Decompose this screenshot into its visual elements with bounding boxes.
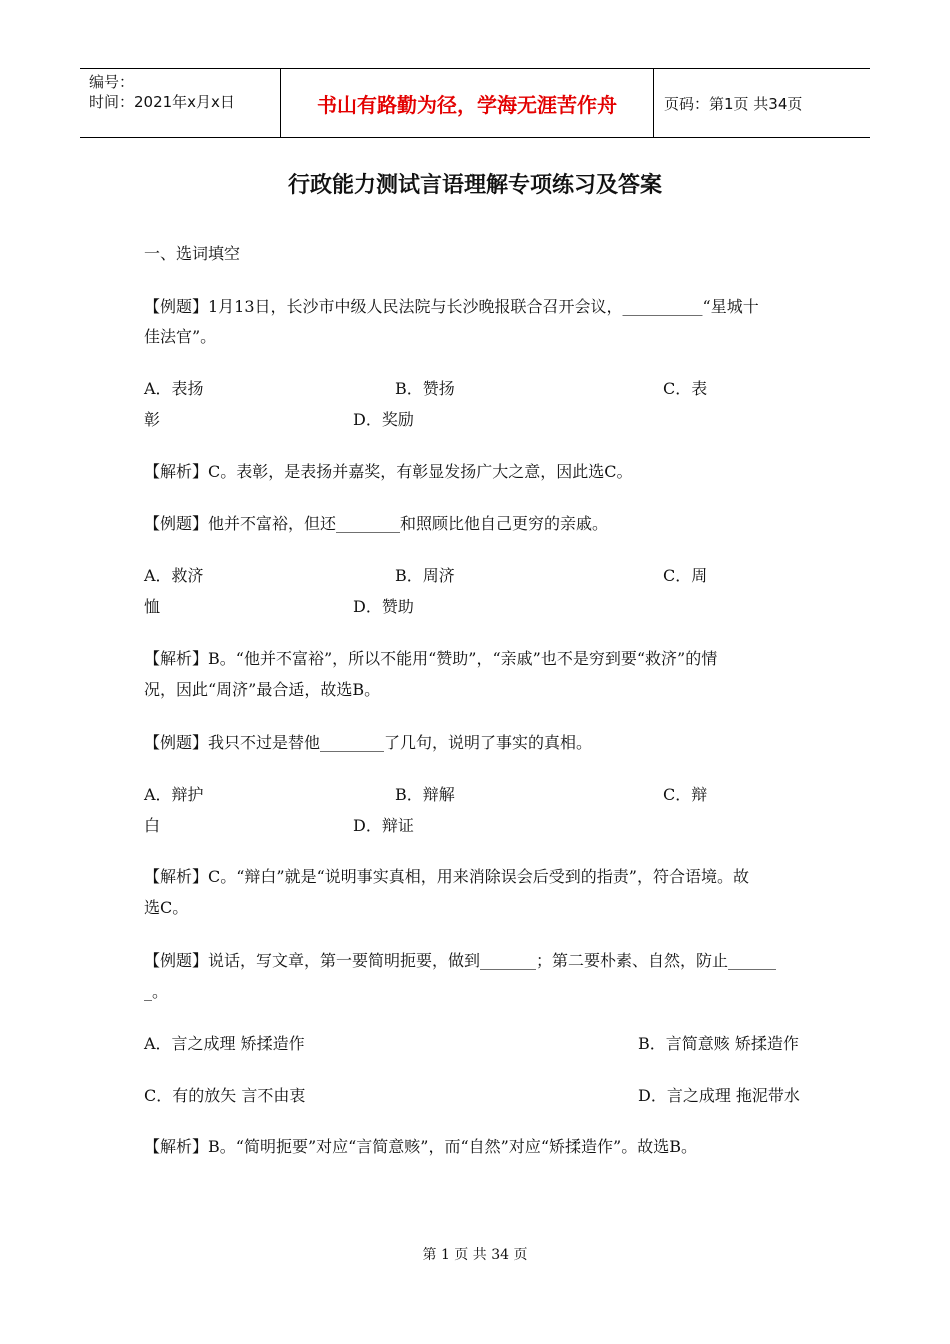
q3-option-c-cont: 白: [144, 816, 161, 835]
q2-option-b: B．周济: [395, 566, 455, 585]
q3-option-c: C．辩: [663, 785, 708, 804]
header-motto-cell: [281, 69, 654, 137]
page-info: 页码：第1页 共34页: [664, 94, 803, 113]
q2-analysis-line1: 【解析】B。“他并不富裕”，所以不能用“赞助”，“亲戚”也不是穷到要“救济”的情: [144, 649, 718, 668]
q2-stem: 【例题】他并不富裕，但还________和照顾比他自己更穷的亲戚。: [144, 514, 609, 533]
q2-option-d: D．赞助: [353, 597, 414, 616]
q1-stem-line1: 【例题】1月13日，长沙市中级人民法院与长沙晚报联合召开会议，__________“星城十: [144, 297, 759, 316]
q1-analysis: 【解析】C。表彰，是表扬并嘉奖，有彰显发扬广大之意，因此选C。: [144, 462, 633, 481]
q3-option-b: B．辩解: [395, 785, 455, 804]
q3-analysis-line2: 选C。: [144, 898, 189, 917]
q4-stem-line1: 【例题】说话，写文章，第一要简明扼要，做到_______；第二要朴素、自然，防止______: [144, 951, 777, 970]
section-heading: 一、选词填空: [144, 244, 241, 263]
q3-analysis-line1: 【解析】C。“辩白”就是“说明事实真相，用来消除误会后受到的指责”，符合语境。故: [144, 867, 749, 886]
q3-stem: 【例题】我只不过是替他________了几句，说明了事实的真相。: [144, 733, 593, 752]
q1-stem-line2: 佳法官”。: [144, 327, 217, 346]
q3-option-a: A．辩护: [144, 785, 204, 804]
header-meta-cell: [80, 69, 281, 137]
q4-option-a: A．言之成理 矫揉造作: [144, 1034, 305, 1053]
header-page-cell: [654, 69, 870, 137]
q4-stem-line2: _。: [144, 982, 169, 1001]
q2-analysis-line2: 况，因此“周济”最合适，故选B。: [144, 680, 381, 699]
q1-option-c-cont: 彰: [144, 410, 161, 429]
q1-option-d: D．奖励: [353, 410, 414, 429]
motto-text: 书山有路勤为径，学海无涯苦作舟: [317, 92, 617, 117]
q2-option-a: A．救济: [144, 566, 204, 585]
document-header: [80, 68, 870, 138]
q3-option-d: D．辩证: [353, 816, 414, 835]
q2-option-c: C．周: [663, 566, 708, 585]
q4-option-d: D．言之成理 拖泥带水: [638, 1086, 800, 1105]
number-label: 编号：: [89, 73, 135, 91]
q2-option-c-cont: 恤: [144, 597, 161, 616]
q1-option-c: C．表: [663, 379, 708, 398]
q4-option-b: B．言简意赅 矫揉造作: [638, 1034, 799, 1053]
date-label: 时间：2021年x月x日: [89, 93, 235, 111]
q4-analysis: 【解析】B。“简明扼要”对应“言简意赅”，而“自然”对应“矫揉造作”。故选B。: [144, 1137, 697, 1156]
q1-option-a: A．表扬: [144, 379, 204, 398]
page-footer: 第 1 页 共 34 页: [422, 1247, 528, 1263]
q4-option-c: C．有的放矢 言不由衷: [144, 1086, 306, 1105]
q1-option-b: B．赞扬: [395, 379, 455, 398]
document-title: 行政能力测试言语理解专项练习及答案: [287, 173, 662, 198]
